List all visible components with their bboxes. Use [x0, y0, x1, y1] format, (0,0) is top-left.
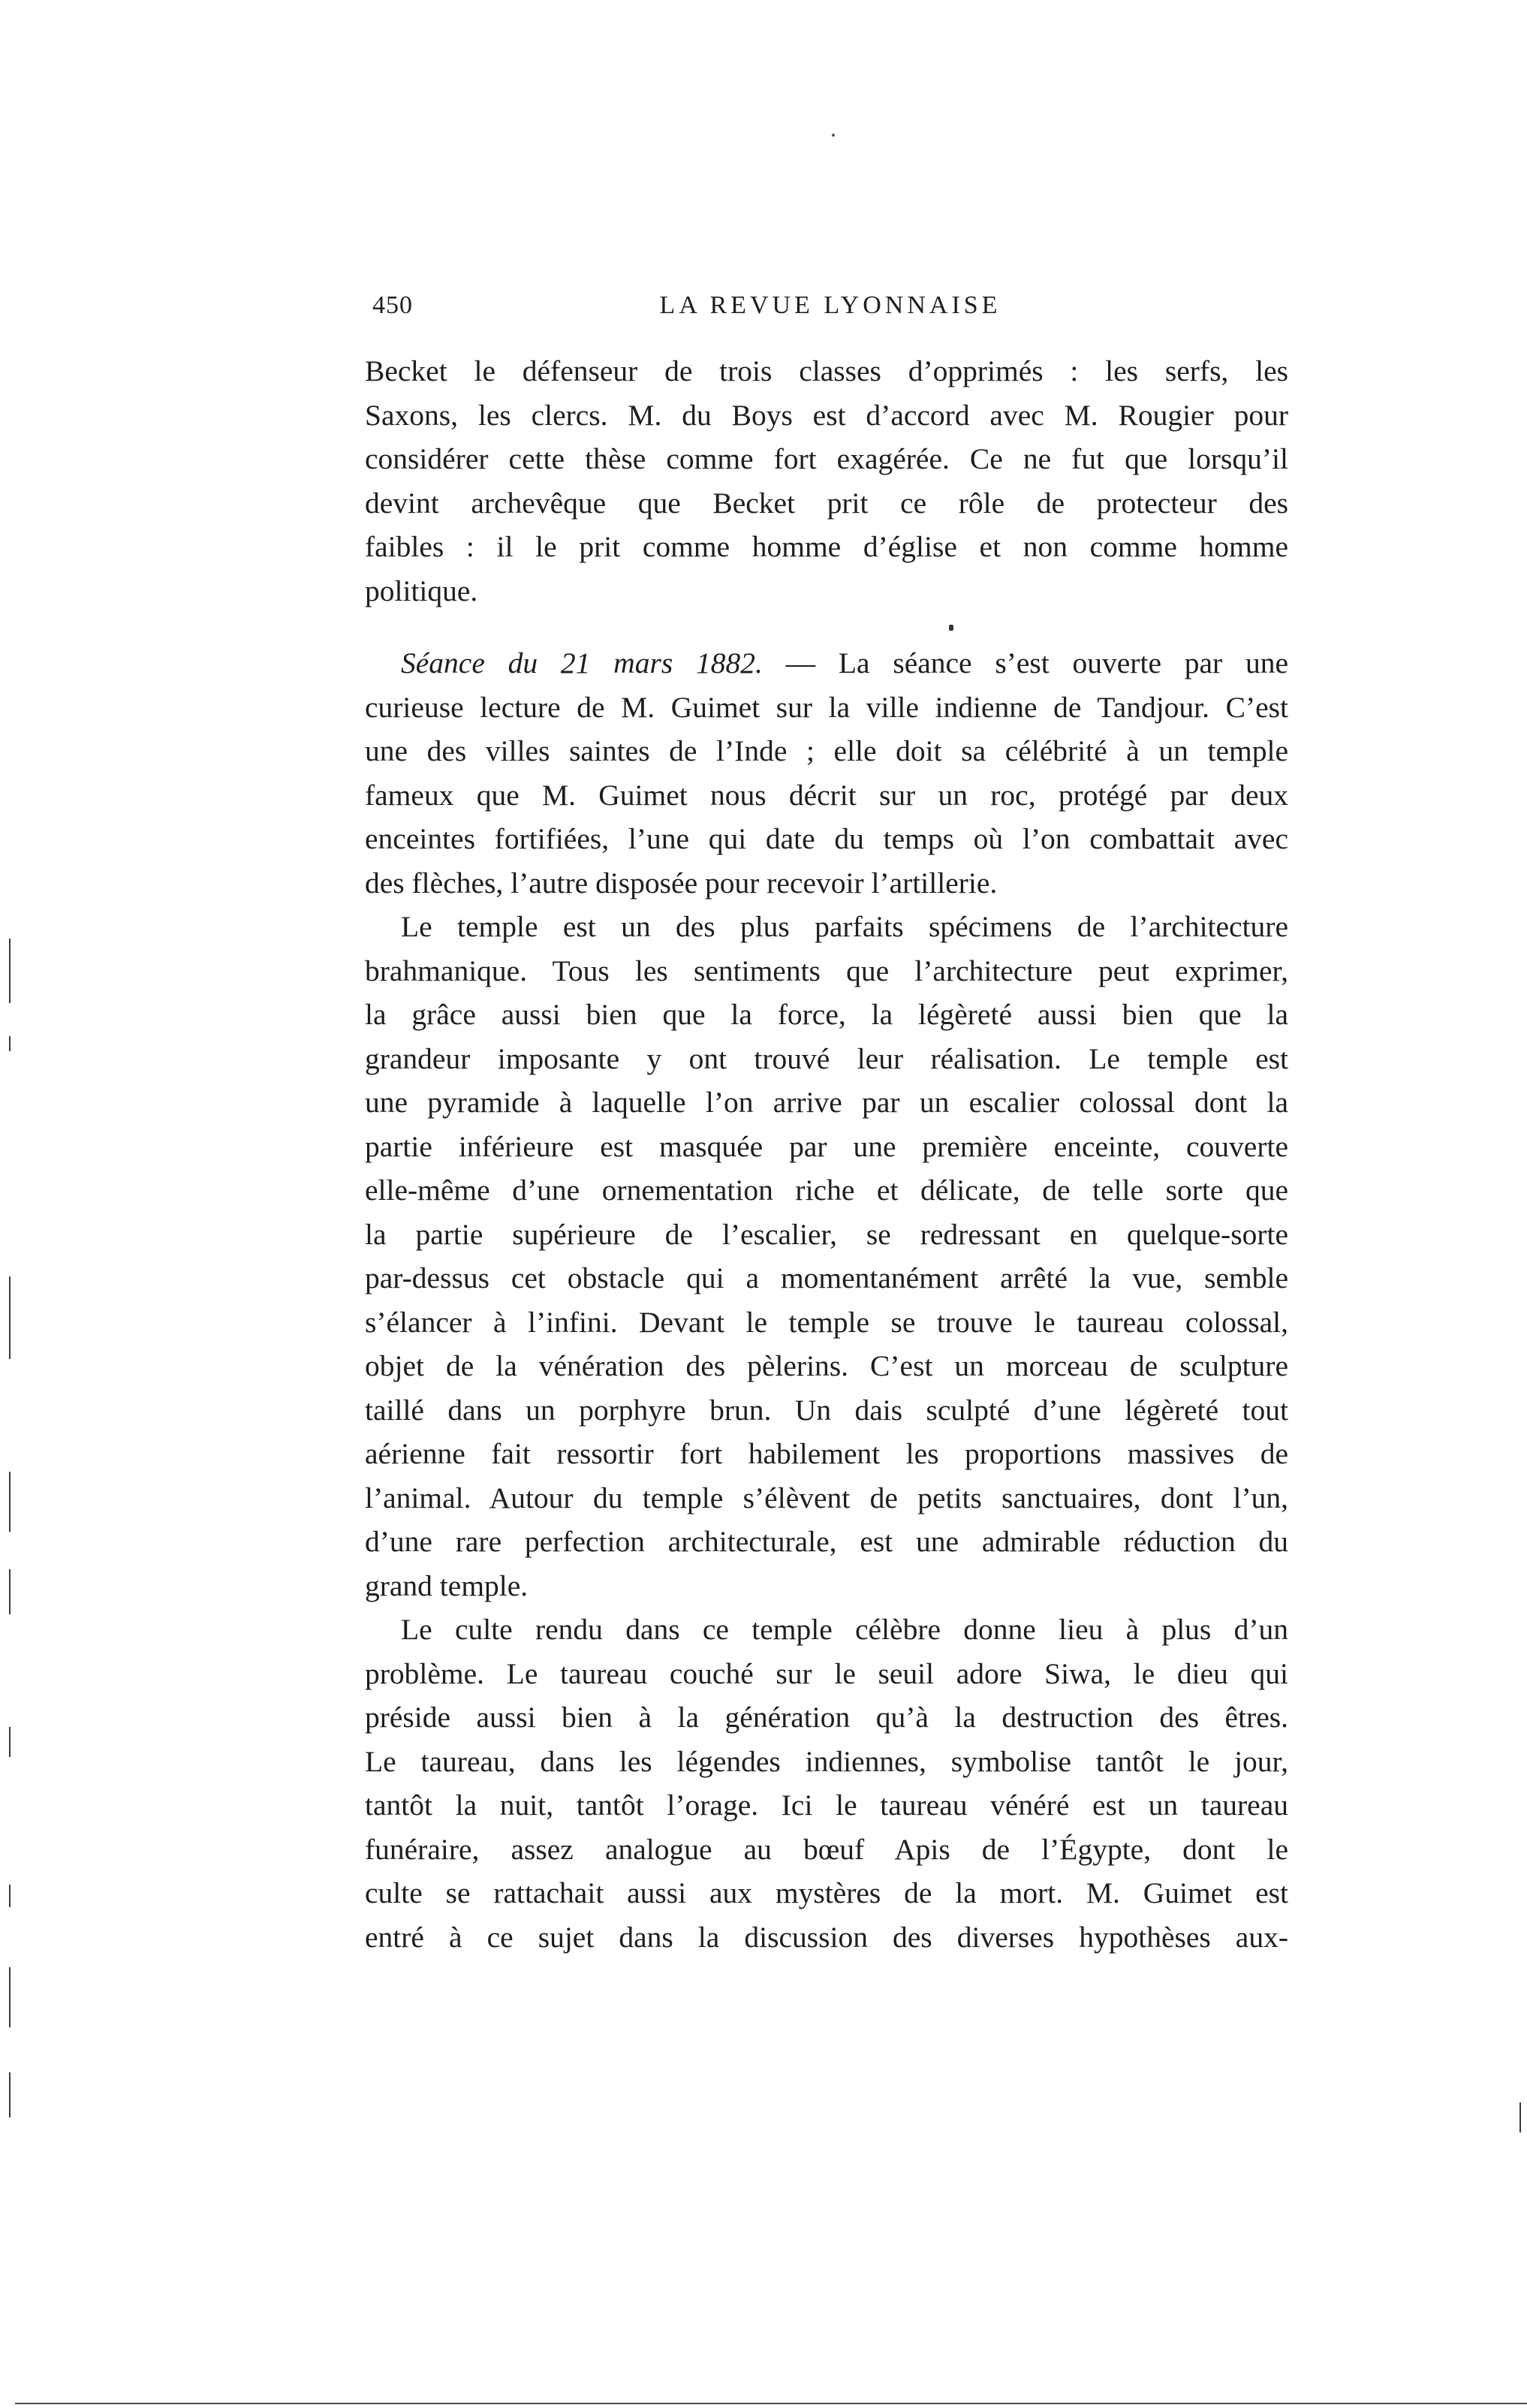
text-line: Le taureau, dans les légendes indiennes, symbolise tantôt le jour, — [365, 1744, 1288, 1778]
scan-margin-mark — [9, 1036, 11, 1051]
text-line: considérer cette thèse comme fort exagérée. Ce ne fut que lorsqu’il — [365, 442, 1288, 475]
text-line: une des villes saintes de l’Inde ; elle doit sa célébrité à un temple — [365, 734, 1288, 767]
text-line: préside aussi bien à la génération qu’à la destruction des êtres. — [365, 1701, 1288, 1734]
text-line: partie inférieure est masquée par une première enceinte, couverte — [365, 1129, 1288, 1163]
paragraph — [365, 641, 1288, 905]
ink-speck — [832, 134, 835, 137]
text-line: l’animal. Autour du temple s’élèvent de petits sanctuaires, dont l’un, — [365, 1481, 1288, 1514]
text-line: grandeur imposante y ont trouvé leur réalisation. Le temple est — [365, 1041, 1288, 1075]
body-text — [365, 349, 1288, 1959]
paragraph — [365, 1608, 1288, 1959]
paragraph — [365, 349, 1288, 613]
scan-bottom-edge — [15, 2403, 1527, 2404]
scan-margin-mark — [9, 1727, 11, 1757]
paragraph-gap — [365, 613, 1288, 641]
text-line: brahmanique. Tous les sentiments que l’architecture peut exprimer, — [365, 954, 1288, 987]
scan-margin-mark — [9, 939, 11, 1003]
text-line: la grâce aussi bien que la force, la légèreté aussi bien que la — [365, 998, 1288, 1031]
text-line: des flèches, l’autre disposée pour recevoir l’artillerie. — [365, 866, 998, 900]
scan-margin-mark — [9, 1276, 11, 1359]
text-line: s’élancer à l’infini. Devant le temple se trouve le taureau colossal, — [365, 1305, 1288, 1339]
scan-margin-mark — [1519, 2102, 1521, 2132]
text-line: faibles : il le prit comme homme d’église et non comme homme — [365, 530, 1288, 563]
scan-margin-mark — [9, 2072, 11, 2117]
scan-margin-mark — [9, 1967, 11, 2027]
session-date-label: Séance du 21 mars 1882. — [401, 646, 763, 680]
page-number: 450 — [372, 291, 413, 319]
paragraph — [365, 905, 1288, 1608]
text-line: entré à ce sujet dans la discussion des diverses hypothèses aux- — [365, 1920, 1288, 1954]
text-line — [365, 641, 1288, 686]
text-line: funéraire, assez analogue au bœuf Apis de l’Égypte, dont le — [365, 1832, 1288, 1866]
scan-margin-mark — [9, 1472, 11, 1532]
text-line: aérienne fait ressortir fort habilement les proportions massives de — [365, 1437, 1288, 1470]
text-line: fameux que M. Guimet nous décrit sur un roc, protégé par deux — [365, 778, 1288, 812]
text-line: la partie supérieure de l’escalier, se redressant en quelque-sorte — [365, 1217, 1288, 1251]
text-line: problème. Le taureau couché sur le seuil adore Siwa, le dieu qui — [365, 1656, 1288, 1690]
text-line: une pyramide à laquelle l’on arrive par un escalier colossal dont la — [365, 1086, 1288, 1119]
text-line: Becket le défenseur de trois classes d’opprimés : les serfs, les — [365, 354, 1288, 387]
scan-margin-mark — [9, 1885, 11, 1907]
text-line: grand temple. — [365, 1569, 529, 1602]
text-line: Le temple est un des plus parfaits spécimens de l’architecture — [401, 910, 1288, 943]
page-header — [372, 291, 1288, 329]
running-title: LA REVUE LYONNAISE — [659, 291, 1001, 319]
text-line: culte se rattachait aussi aux mystères de la mort. M. Guimet est — [365, 1876, 1288, 1909]
text-line: d’une rare perfection architecturale, est une admirable réduction du — [365, 1525, 1288, 1558]
ink-speck — [949, 625, 953, 631]
text-line: tantôt la nuit, tantôt l’orage. Ici le taureau vénéré est un taureau — [365, 1789, 1288, 1822]
text-line: Le culte rendu dans ce temple célèbre donne lieu à plus d’un — [401, 1613, 1288, 1646]
text-line: objet de la vénération des pèlerins. C’est un morceau de sculpture — [365, 1349, 1288, 1382]
text-line: Saxons, les clercs. M. du Boys est d’accord avec M. Rougier pour — [365, 398, 1288, 432]
text-line: elle-même d’une ornementation riche et délicate, de telle sorte que — [365, 1174, 1288, 1207]
text-line-rest: — La séance s’est ouverte par une — [762, 646, 1288, 680]
text-line: devint archevêque que Becket prit ce rôle de protecteur des — [365, 486, 1288, 520]
text-line: taillé dans un porphyre brun. Un dais sculpté d’une légèreté tout — [365, 1393, 1288, 1427]
text-line: curieuse lecture de M. Guimet sur la ville indienne de Tandjour. C’est — [365, 690, 1288, 724]
text-line: par-dessus cet obstacle qui a momentanément arrêté la vue, semble — [365, 1261, 1288, 1294]
scan-margin-mark — [9, 1569, 11, 1614]
text-line: politique. — [365, 574, 478, 607]
text-line: enceintes fortifiées, l’une qui date du temps où l’on combattait avec — [365, 822, 1288, 855]
